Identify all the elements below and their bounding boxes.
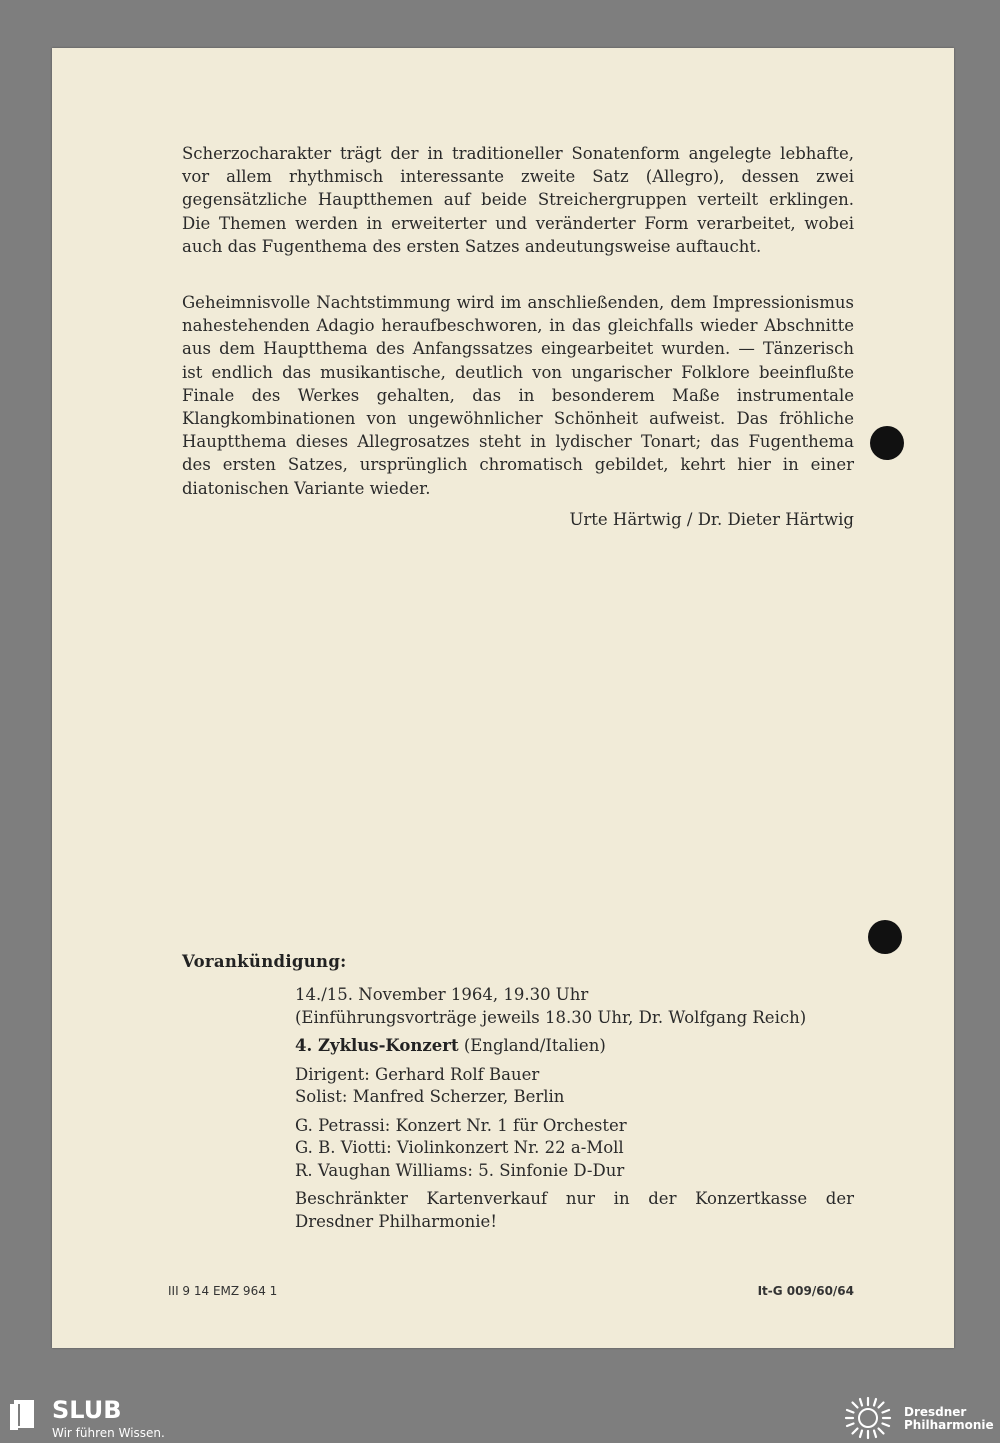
- intro-lecture-note: (Einführungsvorträge jeweils 18.30 Uhr, Dr. Wolfgang Reich): [295, 1007, 807, 1027]
- program-item: G. B. Viotti: Violinkonzert Nr. 22 a-Moll: [295, 1138, 624, 1157]
- slub-book-icon: [8, 1398, 40, 1434]
- article-paragraph-2: Geheimnisvolle Nachtstimmung wird im anschließenden, dem Impressionismus nahestehenden Adagio heraufbeschworen, in das gleichfalls wieder Abschnitte aus dem Hauptthema des Anfangssatzes eingearbeitet wurden. — Tänzerisch ist endlich das musikantische, deutlich von ungarischer Folklore beeinflußte Finale des Werkes gehalten, das in besonderem Maße instrumentale Klangkombinationen von ungewöhnlicher Schönheit aufweist. Das fröhliche Hauptthema dieses Allegrosatzes steht in lydischer Tonart; das Fugenthema des ersten Satzes, ursprünglich chromatisch gebildet, kehrt hier in einer diatonischen Variante wieder.: [182, 293, 854, 498]
- soloist: Solist: Manfred Scherzer, Berlin: [295, 1087, 565, 1106]
- concert-region: (England/Italien): [463, 1036, 606, 1055]
- document-page: [52, 48, 954, 1348]
- program-item: R. Vaughan Williams: 5. Sinfonie D-Dur: [295, 1160, 625, 1180]
- conductor: Dirigent: Gerhard Rolf Bauer: [295, 1064, 540, 1084]
- ticket-note-line-1: Beschränkter Kartenverkauf nur in der Konzertkasse der: [295, 1189, 854, 1208]
- punch-hole: [870, 426, 904, 460]
- preview-title-group: [295, 1035, 854, 1058]
- orchestra-name-line-2: Philharmonie: [904, 1418, 994, 1432]
- orchestra-name: [904, 1406, 994, 1432]
- preview-date-group: [295, 984, 854, 1029]
- concert-preview: [295, 984, 854, 1239]
- concert-date: 14./15. November 1964, 19.30 Uhr: [295, 985, 589, 1004]
- library-tagline: Wir führen Wissen.: [52, 1426, 165, 1440]
- print-code: III 9 14 EMZ 964 1: [168, 1284, 278, 1298]
- preview-heading: Vorankündigung:: [182, 952, 347, 971]
- ticket-note-line-2: Dresdner Philharmonie!: [295, 1211, 497, 1231]
- article-signature: Urte Härtwig / Dr. Dieter Härtwig: [569, 510, 854, 529]
- punch-hole: [868, 920, 902, 954]
- preview-program-group: [295, 1115, 854, 1183]
- concert-title-line: [295, 1035, 854, 1058]
- concert-title: 4. Zyklus-Konzert: [295, 1036, 459, 1055]
- orchestra-name-line-1: Dresdner: [904, 1405, 967, 1419]
- philharmonie-sunburst-icon: [842, 1396, 894, 1440]
- program-item: G. Petrassi: Konzert Nr. 1 für Orchester: [295, 1115, 627, 1135]
- library-name: SLUB: [52, 1396, 122, 1424]
- license-code: It-G 009/60/64: [757, 1284, 854, 1298]
- preview-ticket-group: [295, 1188, 854, 1233]
- preview-performers-group: [295, 1064, 854, 1109]
- article-paragraph-1: Scherzocharakter trägt der in traditioneller Sonatenform angelegte lebhafte, vor allem rhythmisch interessante zweite Satz (Allegro), dessen zwei gegensätzliche Hauptthemen auf beide Streichergruppen verteilt erklingen. Die Themen werden in erweiterter und veränderter Form verarbeitet, wobei auch das Fugenthema des ersten Satzes andeutungsweise auftaucht.: [182, 144, 854, 256]
